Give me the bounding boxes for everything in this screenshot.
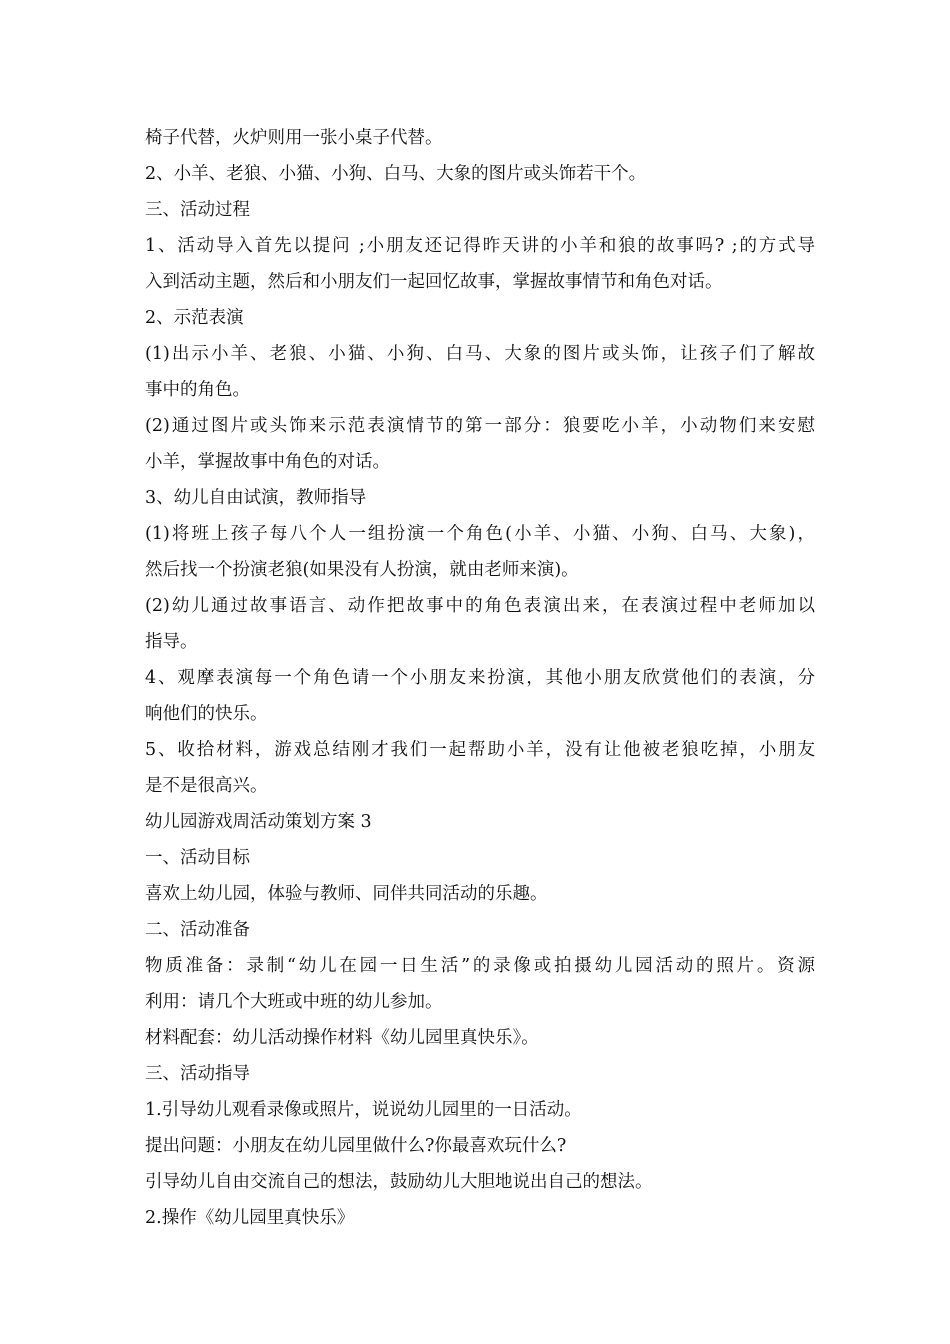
- text-line: 然后找一个扮演老狼(如果没有人扮演，就由老师来演)。: [145, 560, 579, 580]
- text-line: 利用：请几个大班或中班的幼儿参加。: [145, 992, 443, 1012]
- text-line: (1)出示小羊、老狼、小猫、小狗、白马、大象的图片或头饰，让孩子们了解故: [145, 344, 815, 364]
- text-line: (2)幼儿通过故事语言、动作把故事中的角色表演出来，在表演过程中老师加以: [145, 596, 815, 616]
- text-line: 是不是很高兴。: [145, 776, 268, 796]
- text-line: 一、活动目标: [145, 848, 250, 868]
- text-line: 小羊，掌握故事中角色的对话。: [145, 452, 390, 472]
- text-line: 三、活动过程: [145, 200, 250, 220]
- text-line: 2.操作《幼儿园里真快乐》: [145, 1208, 355, 1228]
- text-line: 5、收拾材料，游戏总结刚才我们一起帮助小羊，没有让他被老狼吃掉，小朋友: [145, 740, 815, 760]
- text-line: 1、活动导入首先以提问 ;小朋友还记得昨天讲的小羊和狼的故事吗? ;的方式导: [145, 236, 815, 256]
- text-line: 三、活动指导: [145, 1064, 250, 1084]
- text-line: 椅子代替，火炉则用一张小桌子代替。: [145, 128, 443, 148]
- text-line: 响他们的快乐。: [145, 704, 268, 724]
- text-line: (1)将班上孩子每八个人一组扮演一个角色(小羊、小猫、小狗、白马、大象)，: [145, 524, 815, 544]
- text-line: 材料配套：幼儿活动操作材料《幼儿园里真快乐》。: [145, 1028, 539, 1048]
- text-line: 1.引导幼儿观看录像或照片，说说幼儿园里的一日活动。: [145, 1100, 582, 1120]
- text-line: (2)通过图片或头饰来示范表演情节的第一部分：狼要吃小羊，小动物们来安慰: [145, 416, 815, 436]
- text-line: 4、观摩表演每一个角色请一个小朋友来扮演，其他小朋友欣赏他们的表演，分: [145, 668, 815, 688]
- text-line: 入到活动主题，然后和小朋友们一起回忆故事，掌握故事情节和角色对话。: [145, 272, 723, 292]
- document-body: [145, 120, 815, 1236]
- text-line: 事中的角色。: [145, 380, 250, 400]
- text-line: 提出问题：小朋友在幼儿园里做什么?你最喜欢玩什么?: [145, 1136, 567, 1156]
- text-line: 2、小羊、老狼、小猫、小狗、白马、大象的图片或头饰若干个。: [145, 164, 647, 184]
- text-line: 2、示范表演: [145, 308, 244, 328]
- text-line: 3、幼儿自由试演，教师指导: [145, 488, 367, 508]
- text-line: 二、活动准备: [145, 920, 250, 940]
- text-line: 物质准备：录制“幼儿在园一日生活”的录像或拍摄幼儿园活动的照片。资源: [145, 956, 815, 976]
- text-line: 引导幼儿自由交流自己的想法，鼓励幼儿大胆地说出自己的想法。: [145, 1172, 653, 1192]
- text-line: 指导。: [145, 632, 198, 652]
- text-line: 喜欢上幼儿园，体验与教师、同伴共同活动的乐趣。: [145, 884, 548, 904]
- text-line: 幼儿园游戏周活动策划方案 3: [145, 812, 372, 832]
